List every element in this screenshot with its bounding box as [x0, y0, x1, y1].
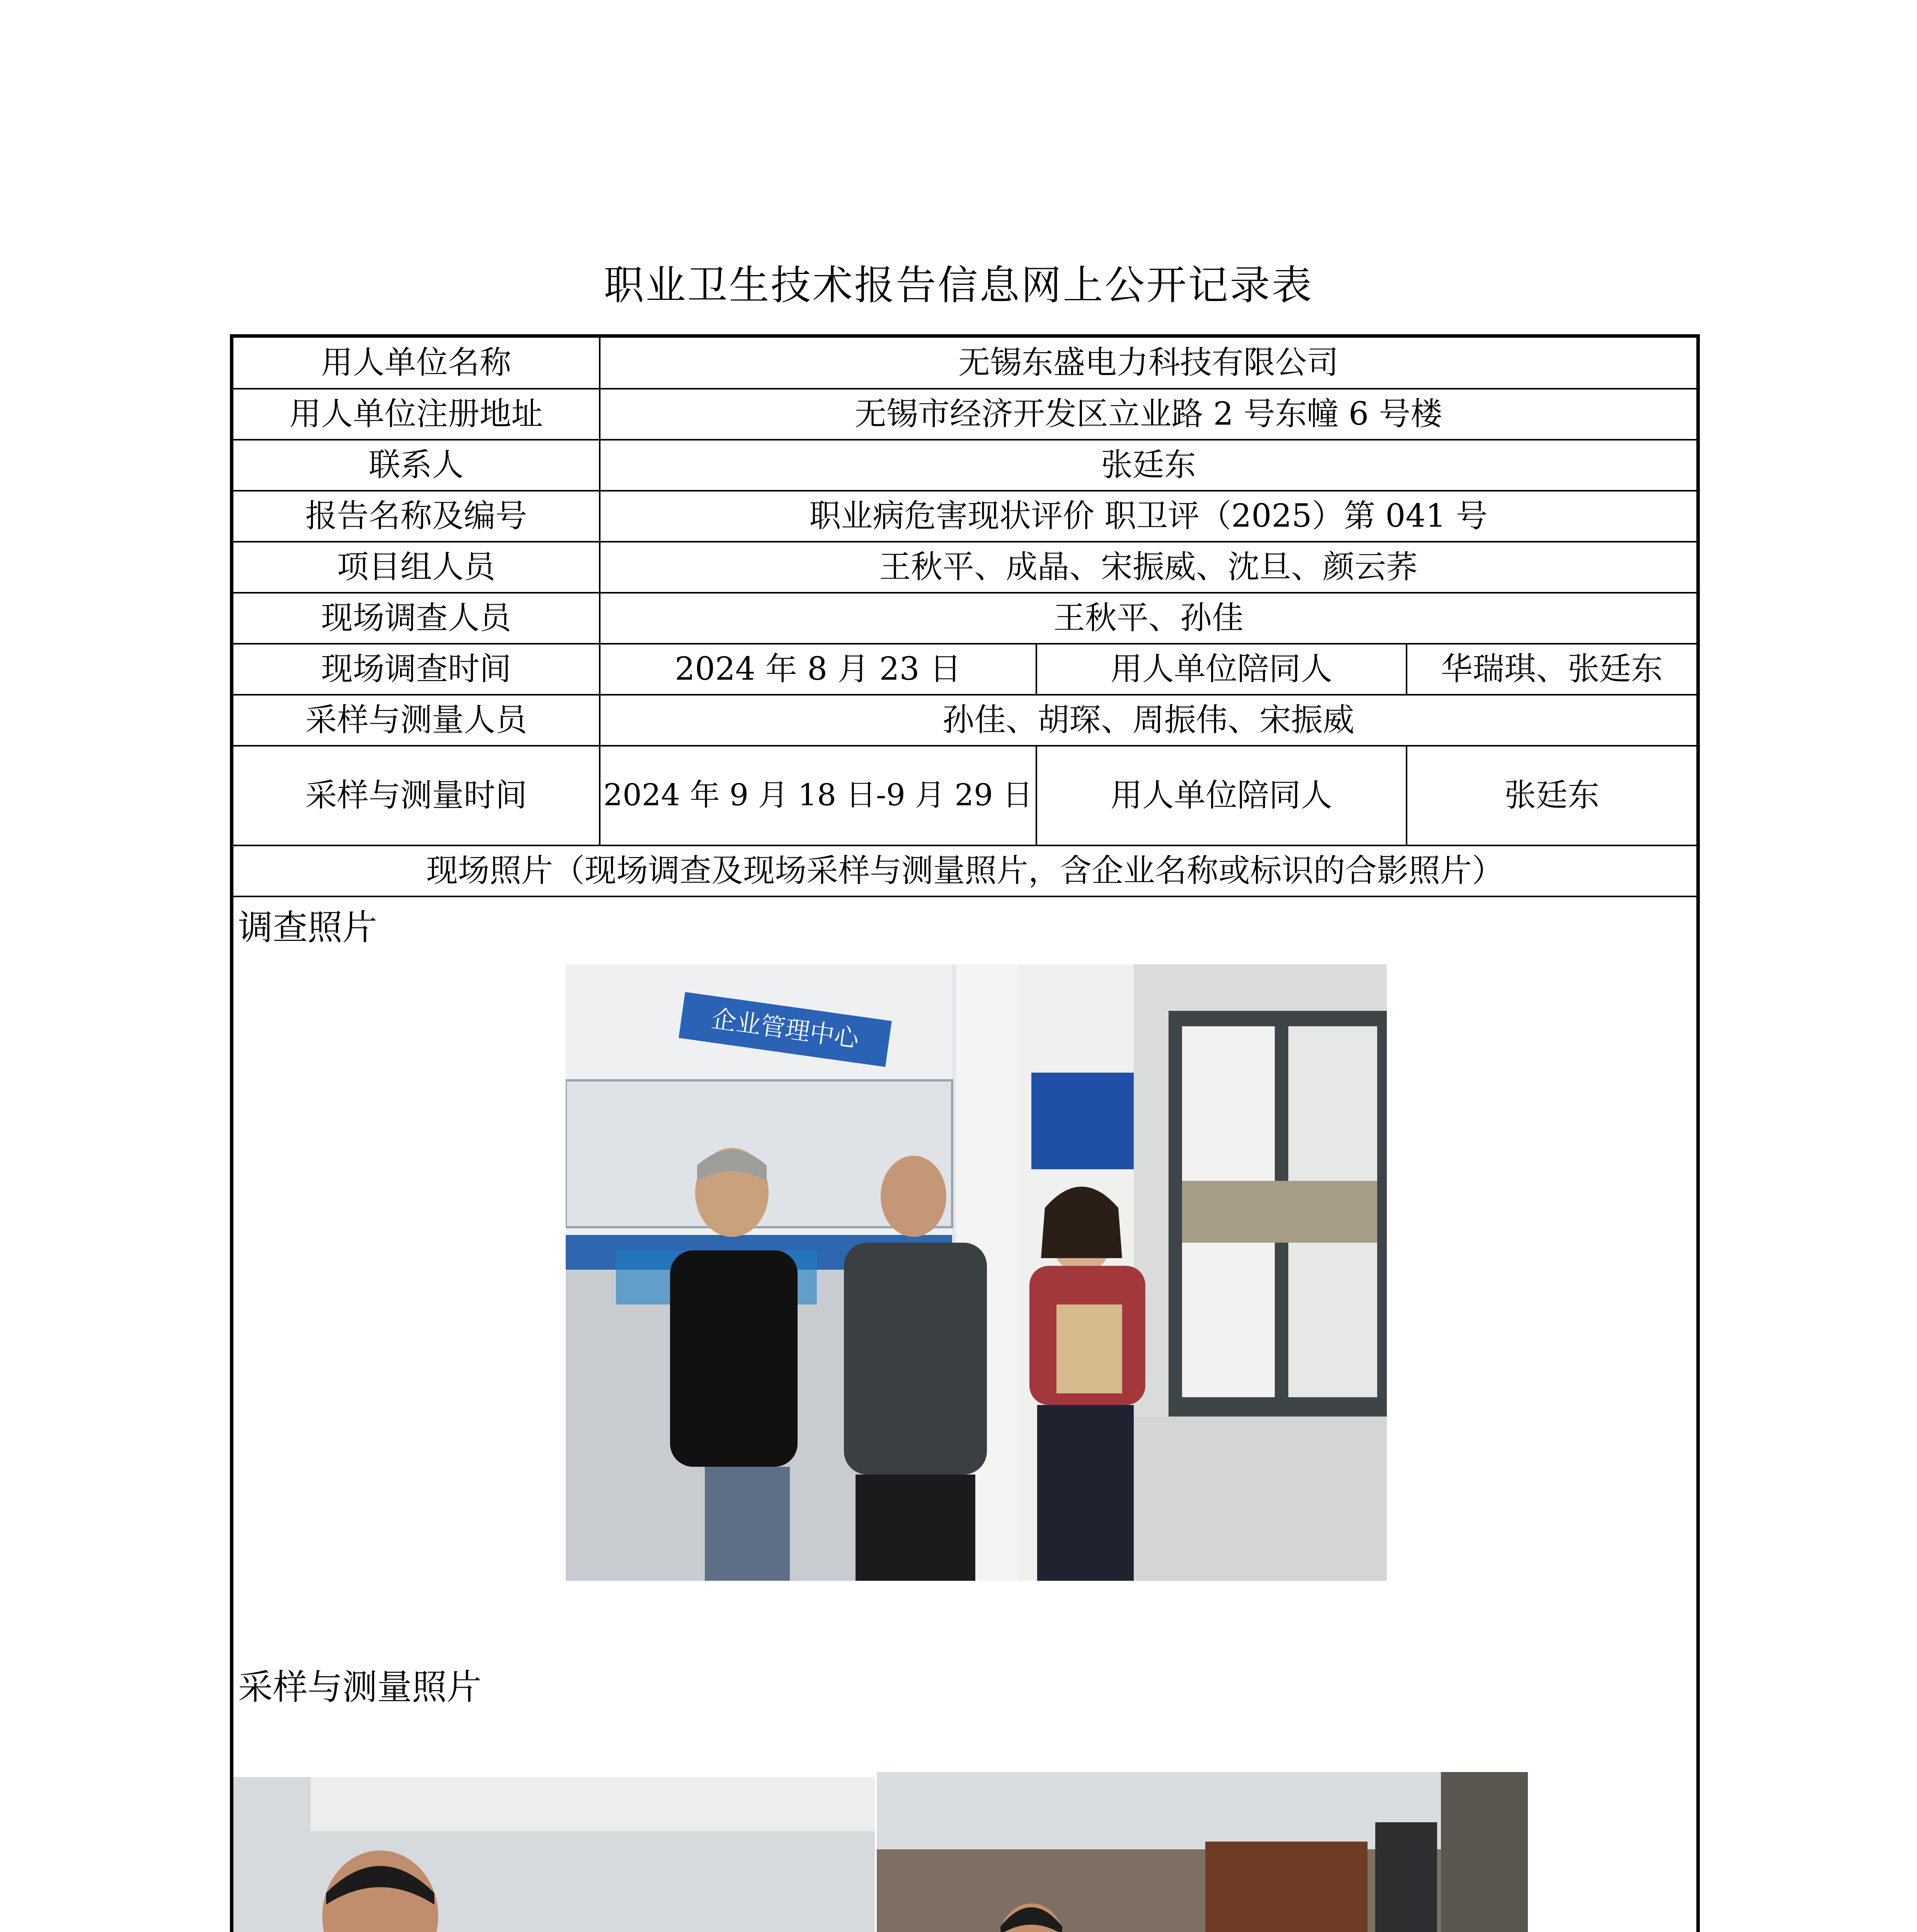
survey-staff-value: 王秋平、孙佳: [600, 593, 1696, 644]
sampling-staff-value: 孙佳、胡琛、周振伟、宋振威: [600, 695, 1696, 746]
row-survey-staff: [233, 593, 1696, 644]
survey-photos-label: 调查照片: [238, 907, 377, 948]
project-team-label: 项目组人员: [233, 542, 600, 593]
row-unit-address: [233, 389, 1696, 440]
row-report: [233, 491, 1696, 542]
project-team-value: 王秋平、成晶、宋振威、沈旦、颜云荞: [600, 542, 1696, 593]
unit-name-value: 无锡东盛电力科技有限公司: [600, 338, 1696, 389]
sampling-staff-label: 采样与测量人员: [233, 695, 600, 746]
row-sampling-staff: [233, 695, 1696, 746]
survey-staff-label: 现场调查人员: [233, 593, 600, 644]
sampling-photos-label: 采样与测量照片: [238, 1667, 481, 1708]
sampling-time-value: 2024 年 9 月 18 日-9 月 29 日: [600, 746, 1036, 845]
record-form: [230, 334, 1700, 1932]
contact-label: 联系人: [233, 440, 600, 491]
unit-address-value: 无锡市经济开发区立业路 2 号东幢 6 号楼: [600, 389, 1696, 440]
document-title: 职业卫生技术报告信息网上公开记录表: [604, 262, 1313, 309]
sampling-escort-value: 张廷东: [1407, 746, 1696, 845]
sampling-escort-label: 用人单位陪同人: [1036, 746, 1407, 845]
row-photos-header: [233, 845, 1696, 896]
row-project-team: [233, 542, 1696, 593]
report-value: 职业病危害现状评价 职卫评（2025）第 041 号: [600, 491, 1696, 542]
door-sign-text: 企业管理中心: [709, 1004, 861, 1054]
survey-time-label: 现场调查时间: [233, 644, 600, 695]
unit-name-label: 用人单位名称: [233, 338, 600, 389]
survey-escort-value: 华瑞琪、张廷东: [1407, 644, 1696, 695]
row-survey-time: [233, 644, 1696, 695]
info-table: [233, 338, 1696, 897]
survey-group-photo: [566, 964, 1387, 1581]
row-unit-name: [233, 338, 1696, 389]
sampling-photo-welding: [877, 1772, 1528, 1932]
row-contact: [233, 440, 1696, 491]
report-label: 报告名称及编号: [233, 491, 600, 542]
unit-address-label: 用人单位注册地址: [233, 389, 600, 440]
photos-header: 现场照片（现场调查及现场采样与测量照片，含企业名称或标识的合影照片）: [233, 845, 1696, 896]
row-sampling-time: [233, 746, 1696, 845]
survey-time-value: 2024 年 8 月 23 日: [600, 644, 1036, 695]
contact-value: 张廷东: [600, 440, 1696, 491]
sampling-photo-grinding: [233, 1777, 875, 1932]
sampling-time-label: 采样与测量时间: [233, 746, 600, 845]
survey-escort-label: 用人单位陪同人: [1036, 644, 1407, 695]
